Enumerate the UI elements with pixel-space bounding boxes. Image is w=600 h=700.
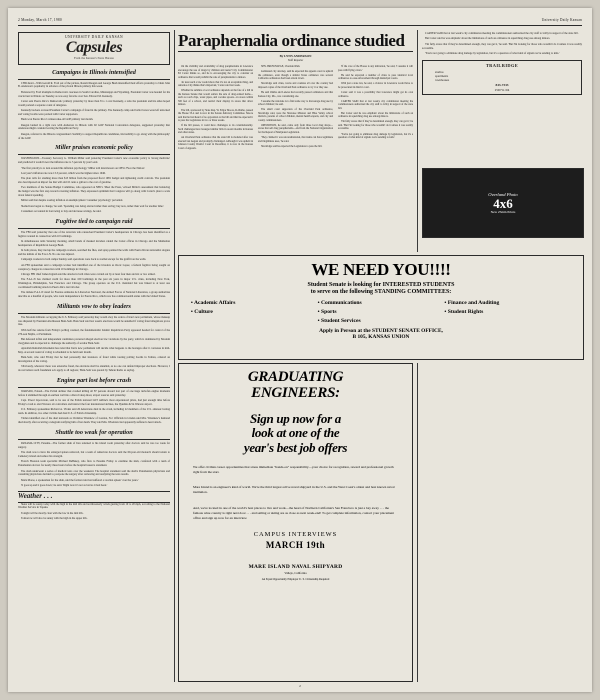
capsule-headline: Campaigns in Illinois intensified <box>52 68 136 76</box>
weather-paragraph: Skies will be sunny today with the high in the mid 40s and northwesterly winds gusting from 10 to 20 mph, according to the National Weather Service in Topeka. <box>18 502 170 510</box>
story-paragraph: On the visibility and availability of drug paraphernalia in Lawrence encourage the use of drugs by children and teens? City Commissioner Ed Carter thinks so, and he is encouraging the city to consider an ordinance that would prohibit the sale of paraphernalia to minors. <box>178 65 253 79</box>
photo-ad-panel <box>423 169 583 237</box>
capsule-paragraph: Chicago FBI chief James Ingram said the attacks in both cities were carried out by at least four men and six or two armed. <box>21 272 156 276</box>
engineers-title-line1: GRADUATING <box>247 369 344 385</box>
headline-rule <box>18 154 170 155</box>
capsule-paragraph: The shah was to have his enlarged spleen removed, but a team of American doctors said the 60-year-old monarch should return to Cemetery island and reduce his strength. <box>18 451 170 459</box>
capsules-column <box>18 32 170 522</box>
story-paragraph: The small court supporters of the Overland Park ordinance, Shortridge said, were the Shawnee Mission and Blue Valley school districts, parents of school children, mental health experts, and city and county commissioners. <box>258 108 333 122</box>
story-paragraph: 'I'm fully aware that if they're determined enough, they can get it,' he said. 'But I'm looking for those who wouldn't do it unless it was readily accessible. <box>338 120 413 131</box>
capsule-paragraph: 'Reductions began to change,' he said. 'Spending was being elected rather than saving; buy now, rather than wait for another time.' <box>21 204 164 208</box>
list-item: studios <box>435 69 444 74</box>
weather-box <box>18 491 170 503</box>
engineers-signup-line1: Sign up now for a <box>250 410 341 426</box>
engineers-signup-line2: look at one of the <box>251 425 340 441</box>
weather-headline: Weather . . . <box>18 491 53 500</box>
capsule-paragraph: The FBI said yesterday that one of the terrorists who ransacked President Carter's headquarters in Chicago has been identified as a fugitive wanted in connection with 10 bombings. <box>18 230 170 238</box>
list-item: townhouses <box>435 78 450 83</box>
capsule-paragraph: Kennedy backers accused President Carter's campaign of fraud in the primary. The Kennedy camp said ballot boxes were left unlocked and voting booths were packed with Carter supporters. <box>18 109 170 116</box>
capsule-paragraph: Carter sent Puerto Rico's Democratic primary yesterday by more than 8 to 1 over Kennedy, a ratio the president and his aides hoped would portend a separate count of delegates. <box>18 99 170 107</box>
capsule-paragraph: But defeated leftist and independent candidates protested alleged election law violations by the party, which is dominated by Moslem clergymen and is expected to challenge the authority of secular Bani-Sadr. <box>18 337 170 345</box>
capsule-paragraph: The Moslem militants occupying the U.S. Embassy said yesterday they would obey the orders of Iran's new parliament, whose makeup was disputed by President Abolhassan Bani-Sadr. Bani-Sadr said last week's elections would be annulled if voting fraud allegations prove true. <box>18 315 170 327</box>
photo-ad-line3: New 25mm Prints <box>490 210 516 214</box>
capsules-title: Capsules <box>65 38 123 56</box>
story-paragraph: 'I assume the rationale is to find some way to discourage drug use by school children,' he said. <box>258 99 333 107</box>
graduating-engineers-ad[interactable] <box>178 363 413 682</box>
story-paragraph: 'They claimed it was unconstitutional, that items can have legitimate and illegitimate uses,' he said. <box>258 136 333 143</box>
capsule-paragraph: The inmate F.A.L.N stand for Fuerzas Armadas de Liberacion Nacional, the Armed Forces of National Liberation, a group authorities describe as a handful of people, who want independence for Puerto Rico, which now has commonwealth status with the United States. <box>18 291 170 299</box>
trailridge-title: TRAILRIDGE <box>485 62 519 68</box>
committee-item: • Culture <box>190 308 213 315</box>
capsule-paragraph: The shah underwent a series of medical tests over the weekend. The hospital statement said the shah's Panamanian physicians and consulting physicians decided to postpone the surgery after reviewing and analyzing the tests results. <box>18 469 170 477</box>
capsules-header <box>18 32 170 65</box>
list-item: apartments <box>435 73 449 78</box>
capsule-paragraph: Miller said that despite soaring inflation an unemployment 'consumer psychology' prevailed. <box>21 199 123 203</box>
story-body <box>178 65 413 150</box>
capsule-paragraph: With half the returns from Friday's polling counted, the fundamentalist Islamic Republican Party appeared headed for control of the 270-seat Majlis, or Parliament. <box>18 328 170 336</box>
story-jump-paragraph: 'I'm fully aware that if they're determined enough, they can get it,' he said. 'But I'm looking for those who wouldn't do it unless it was readily accessible. <box>422 42 582 50</box>
capsule-paragraph: The plan calls for slashing more than $13 billion from the proposed fiscal 1981 budget and tightening credit controls. The president also has imposed an import fee that will add 10 cents a gallon to the cost of gasoline. <box>18 177 170 185</box>
capsules-subtitle: From the Kansan's News Bureau <box>74 56 114 60</box>
capsule-paragraph: 'The first priority is to turn around this inflation psychology,' Miller told interviewers on CBS's 'Face the Nation.' <box>21 166 146 170</box>
engineers-date: MARCH 19th <box>265 539 326 550</box>
committee-item: • Student Services <box>317 317 361 324</box>
engineers-body-2: Mare Island is an engineer's kind of world. We're the third largest active naval shipyard in the U.S. and the West Coast's oldest and best known naval institution. <box>193 485 395 495</box>
engineers-shipyard: MARE ISLAND NAVAL SHIPYARD <box>248 563 343 570</box>
story-jump-paragraph: 'You're not going to eliminate drug damage by legislation, but it's a question of what kind of signals we're sending to kids.' <box>425 51 560 55</box>
newsprint-sheet <box>8 8 592 692</box>
capsule-paragraph: Campaign workers in both camps Sunday said operations were back to normal except for the graffiti on the walls. <box>21 258 147 262</box>
page-title: Paraphernalia ordinance studied <box>178 31 405 50</box>
capsule-paragraph: Virden identified one of the dual nationals as Christina Wiszniew of London, N.J. Officials in Linden said Mrs. Wiszniew's husband died shortly after receiving a telegram notifying him of her death. They said Mrs. Wiszniew had apparently suffered a heart attack. <box>18 417 170 425</box>
capsule-paragraph: 'It goes up and it goes down,' he said. 'Right now it's not as bad as it had been.' <box>21 484 108 488</box>
capsule-headline: Shuttle too weak for operation <box>55 429 133 437</box>
story-paragraph: SEN. BROWNLEGE, Overland Park <box>261 65 300 69</box>
committee-item: • Communications <box>317 299 362 306</box>
headline-rule <box>178 51 413 52</box>
story-paragraph: Shortridge said cities, towns and counties all over the country had imposed copies of the Overland Park ordinance to try it or they use. <box>258 82 333 89</box>
capsule-paragraph: U.S. Embassy spokesman Richard A. Virden said 26 Americans died in the crash, including 22 members of the U.S. amateur boxing team. In addition, two other victims had dual U.S. of Polish citizenship. <box>18 408 170 416</box>
engineers-signup-line3: year's best job offers <box>243 439 348 455</box>
headline-rule <box>18 439 170 440</box>
capsule-paragraph: Reagan, referred to the Illinois congressman's 'inability to support Republican candidates, his inability to go along with the philosophy' of the GOP. <box>18 132 170 140</box>
capsule-paragraph: Last year's inflation rate was 13.3 percent, which was the highest since 1946. <box>21 171 106 175</box>
capsule-headline: Engine part lost before crash <box>56 376 132 384</box>
capsule-paragraph: Reagan landed in a tight race with Anderson in Illinois with 92 GOP National Convention delegates, suggested yesterday that Anderson might consider leaving the Republican Party. <box>18 123 170 131</box>
engineers-body-3: And, we're located in one of the world's best places to live and work—the heart of Northern California's San Francisco is just a bay away . . . the famous wine country is right next door . . . and sailing or skiing are as close as next week-end! To get complete information, contact your placement office and sign up now for an interview. <box>193 505 395 520</box>
senate-apply-line1: Apply in Person at the STUDENT SENATE OFFICE, <box>319 328 443 334</box>
capsule-paragraph: In simultaneous raids Saturday morning, small bands of masked invaders raided the Carter offices in Chicago and the Manhattan headquarters of Republican George Bush. <box>18 240 170 247</box>
byline: By LYNN ANDERSON <box>279 54 312 58</box>
capsule-paragraph: Ayatollah Ruhollah Khomeini has ruled that Iran's new parliament will decide what happens to the hostages after it convenes in mid-May. A second round of voting is scheduled to be held next month. <box>18 347 170 354</box>
senate-line1: Student Senate is looking for INTERESTED STUDENTS <box>307 282 455 288</box>
capsules-top-line: UNIVERSITY DAILY KANSAN <box>64 35 124 39</box>
committee-item: • Sports <box>317 308 337 315</box>
capsule-paragraph: 'Obviously, wherever there was extensive fraud, the elections shall be annulled, as no one can defend improper elections. However, I do not believe such fraudulent acts apply to all regions,' Bani-Sadr was quoted by Tehran Radio as saying. <box>18 365 170 373</box>
byline-title: Staff Reporter <box>287 59 304 63</box>
column-divider-1 <box>174 30 175 682</box>
engineers-body-1: We offer civilian career opportunities that stress immediate "hands-on" responsibility—your choice for recognition, reward and professional growth right from the start. <box>193 465 394 475</box>
engineers-title-line2: ENGINEERS: <box>251 384 340 401</box>
masthead-left: 2 Monday, March 17, 1980 <box>18 18 62 22</box>
story-paragraph: 'You're not going to eliminate drug damage by legislation, but it's a question of what kind of signals we're sending to kids.' <box>338 132 413 140</box>
story-paragraph: He said Olathe and Lenexa had recently passed ordinances and that Kansas City, Mo., was considering one. <box>258 91 333 98</box>
committee-item: • Academic Affairs <box>190 299 236 306</box>
senate-headline: WE NEED YOU!!!! <box>311 260 451 279</box>
column-divider-3 <box>417 363 418 682</box>
masthead-rule <box>18 25 582 26</box>
capsule-paragraph: Consumers accounted in borrowing to buy and decrease savings, he said. <box>21 210 102 214</box>
photo-ad-line1: Overland Photo <box>488 192 518 197</box>
headline-rule <box>18 228 170 229</box>
trailridge-address: 2500 W. 6th <box>494 87 510 92</box>
engineers-campus-interviews: CAMPUS INTERVIEWS <box>253 530 338 538</box>
capsule-paragraph: Capt. Pawel Lipowczan, said to be one of the Polish national LOT Airline's most experienced pilots, had just enough time before Friday's crash to alert Warsaw air controllers and instruct the four international airlines, the Ilyushin-62 in Warsaw airport. <box>18 399 170 406</box>
trailridge-phone[interactable]: 843-7333 <box>495 83 509 88</box>
capsule-paragraph: Bush won Puerto Rico's winner-take-all GOP primary last month. <box>21 118 94 122</box>
capsule-paragraph: French Houston team specialist Michael DeBakey, who flew to Panama Friday to examine the shah, conferred with a team of Panamanian doctors for nearly three hours before the hospital issued a statement. <box>18 460 170 468</box>
story-paragraph: Whether he submits a local ordinance depends on the fate of a bill in the Kansas Senate that would outlaw the sale of drug-related items—such as roach clips, water pipes, and cocaine spoons—in stores within 300 feet of a school, and restrict their display in stores that allow minors. <box>178 89 253 107</box>
capsule-headline: Militants vow to obey leaders <box>57 302 131 310</box>
story-paragraph: But Carter said he was emphatic about the limitations of such an ordinance in squelching drug use among minors. <box>338 111 413 119</box>
headline-rule <box>18 313 170 314</box>
weather-paragraph: Tomorrow will also be sunny with the high in the upper 40s. <box>21 517 88 521</box>
capsule-headline: Fugitive tied to campaign raid <box>55 217 133 225</box>
story-paragraph: An Overland Park ordinance that the state bill is modeled after was enacted last August and promptly challenged. Although it was upheld in Johnson County District Court in December, it is now in the Kansas Court of Appeals. <box>178 136 253 150</box>
senate-line2: to serve on the following STANDING COMMITTEES: <box>310 289 452 295</box>
capsule-paragraph: In both places, they tied up the campaign workers, searched the files, and spray-painted the walls with Puerto Rican nationalist slogans and the initials of the F.A.L.N. No one was injured. <box>18 249 170 257</box>
story-paragraph: 'At least such a law would show that it's not an acceptable thing, and Antonios City thinks that's important,' Carter said last week. <box>178 80 253 88</box>
senate-committee-list <box>189 298 573 325</box>
weather-paragraph: Tonight will be mostly clear with the low in the mid 20s. <box>21 511 84 515</box>
story-paragraph: 'If the vote of the House is any indication,' he said, 'I assume it will pass with flying colors.' <box>338 65 413 72</box>
capsule-paragraph: WASHINGTON—Treasury Secretary G. William Miller said yesterday President Carter's new economic policy is 'strong medicine' and predicted it would lower the inflation rate to 5 percent by year's end. <box>18 157 170 165</box>
committee-item: • Finance and Auditing <box>444 299 500 306</box>
capsule-headline: Miller praises economic policy <box>55 144 133 152</box>
photo-ad[interactable] <box>422 168 584 238</box>
trailridge-ad[interactable] <box>422 60 582 95</box>
page-content <box>18 18 582 688</box>
story-paragraph: He said he expected a number of cities to pass identical local ordinances to ease enforcement through municipal courts. <box>338 73 413 81</box>
story-jump-paragraph: CARTER SAID that at last week's city commission meeting the commissioners authorized the city staff to lobby in support of the state bill. <box>425 32 579 35</box>
story-paragraph: Carter said it was a possibility that Lawrence might get its own ordinance. <box>338 91 413 98</box>
story-paragraph: CARTER SAID that at last week's city commission meeting the commissioners authorized the city staff to lobby in support of the state bill. <box>338 99 413 110</box>
committee-item: • Student Rights <box>444 308 484 315</box>
headline-rule <box>18 387 170 388</box>
capsule-paragraph: Two members of the Senate Budget Committee, who appeared on NBC's 'Meet the Press,' echoed Miller's assessment that balancing the budget was the first step toward reversing inflation. They expressed optimism that Congress will go along with Carter's plan to scale down federal spending. <box>18 186 170 197</box>
capsule-paragraph: PANAMA CITY, Panama—The former shah of Iran returned to his island room yesterday after doctors said he was too weak for surgery. <box>18 442 170 449</box>
column-divider-2 <box>417 30 418 252</box>
story-paragraph: If the bill passes, it could have challenges to its constitutionality. Such challenges have besieged similar bills in recent months in Kansas and other states. <box>178 124 253 135</box>
photo-ad-size: 4x6 <box>493 196 513 211</box>
trailridge-list <box>425 70 579 82</box>
student-senate-ad[interactable] <box>178 255 584 360</box>
capsule-paragraph: Bolstered by Ford triumphs in Democratic caucuses in South Carolina, Mississippi and Wyoming, President Carter was headed for his crucial test in Illinois on Tuesday as was easy favorite over Sen. Edward M. Kennedy. <box>18 90 170 98</box>
capsule-paragraph: CHICAGO—With Gerald R. Ford out of the picture, Ronald Reagan and George Bush intensified their efforts yesterday to blunt John B. Anderson's popularity in advance of the pivotal Illinois primary this week. <box>18 81 170 89</box>
story-jump-paragraph: But Carter said he was emphatic about the limitations of such an ordinance in squelching drug use among minors. <box>425 37 551 41</box>
capsule-paragraph: WARSAW, Poland—The Polish airliner that crashed killing all 87 persons aboard lost part of one huge turbofan engine moments before it slammed through an earthen wall into a Revolt deep moat, airport sources said yesterday. <box>18 390 170 397</box>
story-paragraph: nominated city attorney, said he expected the appeals court to uphold the ordinance, even though a similar Texas ordinance was several California ordinances had been struck down. <box>258 70 333 81</box>
story-paragraph: OPPOSITION, he said, came only from three local drug shops—stores that sell drug paraphernalia—and from the National Organization for the Repeal of Marijuana Legislation. <box>258 123 333 134</box>
senate-apply-line2: B 105, KANSAS UNION <box>352 334 410 340</box>
engineers-shipyard-location: Vallejo, California <box>284 570 307 575</box>
story-paragraph: With just a state law, he said, a violator in Lawrence would have to be prosecuted in district court. <box>338 82 413 89</box>
capsule-paragraph: Mark Morse, a spokesman for the shah, said the former ruler had suffered a swollen spleen 'over the years.' <box>21 478 139 482</box>
engineers-eeo-note: An Equal Opportunity Employer U. S. Citizenship Required <box>261 577 330 581</box>
capsule-paragraph: Bani-Sadr, who said Friday that he had personally met instances of fraud while touring polling booths in Tehran, ordered an investigation of the voting. <box>18 356 170 364</box>
masthead <box>18 18 582 22</box>
page-number: 2 <box>299 684 301 688</box>
masthead-right: University Daily Kansan <box>541 18 582 22</box>
main-story <box>178 32 413 150</box>
capsule-paragraph: The F.A.L.N has claimed credit for more than 100 bombings in the past six years in major U.S. cities, including New York, Washington, Philadelphia, San Francisco and Chicago. The group operates on the U.S. mainland but was linked to at least one coordinated bombing attack in Puerto Rico last October. <box>18 278 170 289</box>
right-column <box>422 32 582 95</box>
story-paragraph: Shortridge said he expected the Legislature to pass the bill. <box>261 144 323 148</box>
capsule-paragraph: An FBI spokesman said a campaign worker had identified one of the invaders as Oscar Lopez, a federal fugitive being sought on conspiracy charges in connection with 10 bombings in Chicago. <box>18 263 170 271</box>
story-paragraph: The bill, sponsored by State Rep. W. Edgar Moore, R-Olathe, passed the House 53-4 and is now in the Senate Judiciary Committee. Moore said that he had heard of no opposition to the bill and that he expected it to pass the Legislature in two or three weeks. <box>178 108 253 123</box>
headline-rule <box>18 79 170 80</box>
